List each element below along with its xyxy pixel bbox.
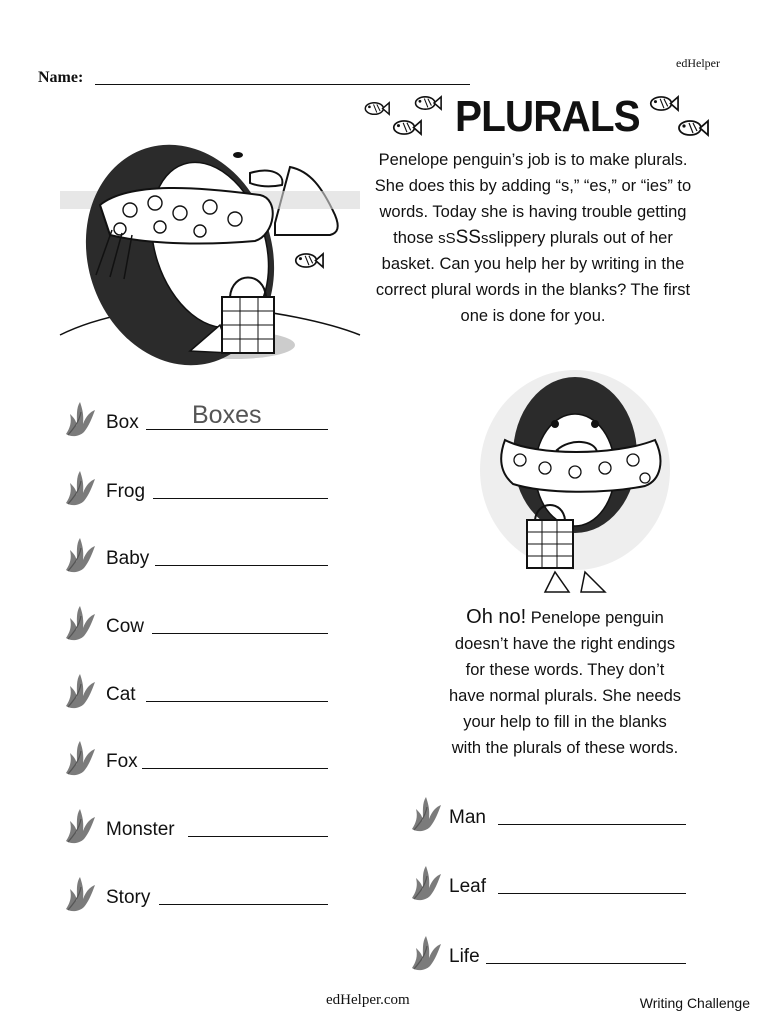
intro-text: those [393, 229, 439, 248]
intro-line: words. Today she is having trouble getting [379, 202, 687, 221]
ohno-line: have normal plurals. She needs [448, 687, 682, 705]
word-label: Life [449, 946, 480, 967]
ohno-text: Penelope penguin [526, 609, 664, 627]
word-row-frog [62, 467, 332, 507]
word-row-man [408, 793, 690, 833]
leaf-icon [62, 534, 98, 574]
word-label: Frog [106, 481, 146, 502]
fish-icon [416, 97, 442, 109]
intro-paragraph [352, 148, 714, 330]
word-row-leaf [408, 862, 690, 902]
ohno-line: doesn’t have the right endings [454, 635, 676, 653]
intro-line: She does this by adding “s,” “es,” or “ies” to [374, 176, 692, 195]
answer-blank[interactable] [146, 701, 328, 702]
intro-line: Penelope penguin’s job is to make plurals. [378, 151, 688, 169]
leaf-icon [62, 467, 98, 507]
fish-icon [296, 254, 323, 267]
word-label: Monster [106, 819, 175, 840]
answer-blank[interactable] [498, 893, 686, 894]
intro-line: one is done for you. [460, 306, 606, 325]
word-row-story [62, 873, 332, 913]
footer-site: edHelper.com [326, 992, 410, 1008]
leaf-icon [408, 793, 444, 833]
ohno-line [415, 604, 715, 631]
leaf-icon [408, 862, 444, 902]
fish-group-left [362, 92, 452, 142]
answer-blank[interactable] [188, 836, 328, 837]
ohno-heading: Oh no! [466, 606, 527, 628]
word-row-cow [62, 602, 332, 642]
word-label: Story [106, 887, 151, 908]
answer-blank[interactable] [155, 565, 328, 566]
fish-icon [394, 121, 421, 134]
leaf-icon [62, 670, 98, 710]
slippery-letter: S [455, 227, 469, 249]
name-label: Name: [38, 69, 84, 86]
leaf-icon [408, 932, 444, 972]
ohno-line: with the plurals of these words. [451, 739, 679, 757]
answer-blank[interactable] [153, 498, 328, 499]
fish-group-right [643, 94, 715, 144]
word-label: Cat [106, 684, 136, 705]
brand-label: edHelper [676, 56, 720, 70]
slippery-letter: S [445, 230, 456, 248]
leaf-icon [62, 737, 98, 777]
word-label: Baby [106, 548, 150, 569]
fish-icon [365, 103, 389, 115]
ohno-line: for these words. They don’t [465, 661, 665, 679]
leaf-icon [62, 602, 98, 642]
word-row-baby [62, 534, 332, 574]
slippery-letter: s [480, 230, 489, 248]
footer-label: Writing Challenge [639, 995, 750, 1011]
answer-blank[interactable] [486, 963, 686, 964]
word-label: Leaf [449, 876, 486, 897]
penguin-small-illustration [485, 360, 675, 600]
word-row-fox [62, 737, 332, 777]
answer-blank[interactable] [142, 768, 328, 769]
word-row-monster [62, 805, 332, 845]
example-answer: Boxes [192, 401, 262, 429]
name-input-line[interactable] [95, 84, 470, 85]
word-row-box [62, 398, 332, 438]
page-title: PLURALS [455, 92, 640, 141]
word-label: Man [449, 807, 486, 828]
answer-blank[interactable] [152, 633, 328, 634]
intro-line [352, 225, 714, 252]
slippery-letter: s [438, 230, 446, 248]
word-label: Fox [106, 751, 138, 772]
leaf-icon [62, 873, 98, 913]
ohno-line: your help to fill in the blanks [463, 713, 667, 731]
slippery-letter: S [468, 227, 481, 249]
leaf-icon [62, 398, 98, 438]
word-label: Cow [106, 616, 145, 637]
word-row-cat [62, 670, 332, 710]
intro-line: basket. Can you help her by writing in the [381, 255, 685, 274]
intro-line: correct plural words in the blanks? The first [375, 280, 691, 299]
penguin-illustration [60, 95, 360, 365]
word-row-life [408, 932, 690, 972]
answer-blank[interactable] [498, 824, 686, 825]
ohno-paragraph [415, 604, 715, 761]
leaf-icon [62, 805, 98, 845]
intro-text: slippery plurals out of her [488, 229, 673, 248]
fish-icon [651, 97, 678, 110]
fish-icon [679, 121, 708, 135]
answer-blank[interactable] [159, 904, 328, 905]
word-label: Box [106, 412, 139, 433]
